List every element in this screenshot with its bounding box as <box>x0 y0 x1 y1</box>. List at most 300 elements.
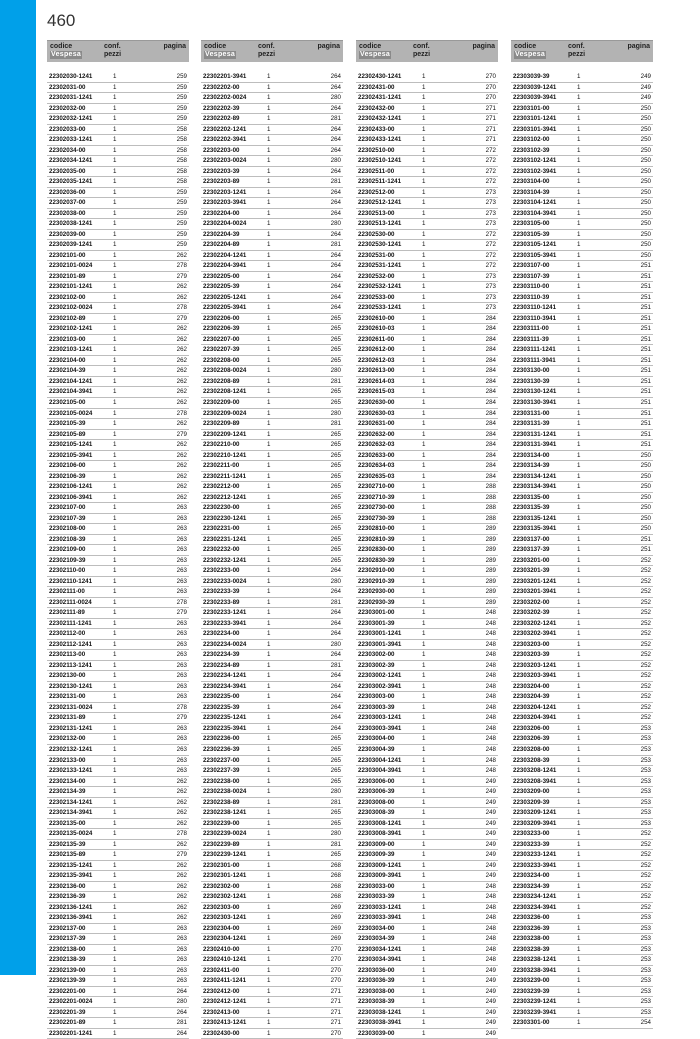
pack-qty: 1 <box>577 94 581 102</box>
product-code: 22303004-3941 <box>358 767 402 775</box>
catalog-page: 250 <box>640 199 651 207</box>
table-row <box>47 93 189 104</box>
product-code: 22303208-3941 <box>513 777 557 785</box>
catalog-page: 250 <box>640 251 651 259</box>
table-row <box>47 493 189 504</box>
table-row <box>356 345 498 356</box>
catalog-page: 249 <box>485 872 496 880</box>
pack-qty: 1 <box>113 651 117 659</box>
catalog-page: 249 <box>485 987 496 995</box>
table-row <box>201 934 343 945</box>
catalog-page: 248 <box>485 935 496 943</box>
product-code: 22303238-1241 <box>513 956 557 964</box>
catalog-page: 289 <box>485 546 496 554</box>
pack-qty: 1 <box>267 998 271 1006</box>
catalog-page: 265 <box>330 493 341 501</box>
product-code: 22303008-39 <box>358 809 395 817</box>
blue-side-band <box>0 0 36 975</box>
product-code: 22302301-00 <box>203 861 240 869</box>
table-row <box>511 398 653 409</box>
pack-qty: 1 <box>113 356 117 364</box>
product-code: 22303034-3941 <box>358 956 402 964</box>
catalog-page: 265 <box>330 388 341 396</box>
pack-qty: 1 <box>422 104 426 112</box>
product-code: 22302135-3941 <box>49 872 93 880</box>
table-row <box>356 861 498 872</box>
table-row <box>201 819 343 830</box>
product-code: 22302810-39 <box>358 535 395 543</box>
catalog-page: 251 <box>640 388 651 396</box>
pack-qty: 1 <box>577 104 581 112</box>
pack-qty: 1 <box>267 525 271 533</box>
product-code: 22303236-39 <box>513 924 550 932</box>
pack-qty: 1 <box>113 346 117 354</box>
product-code: 22303002-39 <box>358 661 395 669</box>
catalog-page: 273 <box>485 220 496 228</box>
catalog-page: 262 <box>176 882 187 890</box>
pack-qty: 1 <box>267 872 271 880</box>
pack-qty: 1 <box>267 640 271 648</box>
table-row <box>356 777 498 788</box>
header-code: codice <box>204 43 227 50</box>
table-row <box>511 924 653 935</box>
product-code: 22302136-3941 <box>49 914 93 922</box>
pack-qty: 1 <box>577 651 581 659</box>
pack-qty: 1 <box>113 251 117 259</box>
table-row <box>511 829 653 840</box>
catalog-page: 262 <box>176 367 187 375</box>
header-brand-logo: Vespesa <box>360 51 391 58</box>
pack-qty: 1 <box>422 735 426 743</box>
product-code: 22303039-3941 <box>513 94 557 102</box>
catalog-page: 264 <box>330 703 341 711</box>
pack-qty: 1 <box>577 209 581 217</box>
catalog-page: 280 <box>330 577 341 585</box>
pack-qty: 1 <box>577 746 581 753</box>
catalog-page: 279 <box>176 430 187 438</box>
catalog-page: 265 <box>330 335 341 343</box>
catalog-page: 251 <box>640 272 651 280</box>
product-code: 22302204-89 <box>203 241 240 249</box>
table-row <box>201 230 343 241</box>
table-row <box>356 713 498 724</box>
table-row <box>201 724 343 735</box>
product-code: 22302303-00 <box>203 903 240 911</box>
pack-qty: 1 <box>577 588 581 596</box>
catalog-page: 249 <box>485 1029 496 1037</box>
product-code: 22303006-39 <box>358 788 395 796</box>
table-row <box>356 892 498 903</box>
product-code: 22302135-1241 <box>49 861 93 869</box>
pack-qty: 1 <box>422 588 426 596</box>
product-code: 22303008-3941 <box>358 830 402 838</box>
product-code: 22302432-1241 <box>358 115 402 123</box>
pack-qty: 1 <box>113 640 117 648</box>
product-code: 22302930-00 <box>358 588 395 596</box>
catalog-page: 248 <box>485 903 496 911</box>
catalog-page: 264 <box>330 304 341 312</box>
table-row <box>356 545 498 556</box>
catalog-page: 263 <box>176 924 187 932</box>
catalog-page: 271 <box>485 125 496 133</box>
table-row <box>511 356 653 367</box>
product-code: 22302302-00 <box>203 882 240 890</box>
pack-qty: 1 <box>267 115 271 123</box>
pack-qty: 1 <box>113 136 117 144</box>
product-code: 22302411-00 <box>203 966 240 974</box>
table-row <box>511 83 653 94</box>
product-code: 22303202-1241 <box>513 619 557 627</box>
table-row <box>47 840 189 851</box>
pack-qty: 1 <box>422 882 426 890</box>
pack-qty: 1 <box>422 367 426 375</box>
pack-qty: 1 <box>267 767 271 775</box>
product-code: 22303134-3941 <box>513 483 557 491</box>
table-row <box>47 83 189 94</box>
pack-qty: 1 <box>113 483 117 491</box>
product-code: 22302205-00 <box>203 272 240 280</box>
catalog-page: 265 <box>330 430 341 438</box>
pack-qty: 1 <box>577 924 581 932</box>
pack-qty: 1 <box>113 935 117 943</box>
product-code: 22302135-00 <box>49 819 86 827</box>
pack-qty: 1 <box>113 420 117 428</box>
pack-qty: 1 <box>422 314 426 322</box>
table-row <box>47 871 189 882</box>
table-row <box>356 514 498 525</box>
pack-qty: 1 <box>422 377 426 385</box>
catalog-page: 271 <box>330 998 341 1006</box>
table-row <box>511 850 653 861</box>
catalog-page: 248 <box>485 609 496 617</box>
catalog-page: 278 <box>176 703 187 711</box>
pack-qty: 1 <box>267 377 271 385</box>
table-row <box>511 608 653 619</box>
pack-qty: 1 <box>113 903 117 911</box>
catalog-page: 265 <box>330 525 341 533</box>
table-row <box>47 293 189 304</box>
pack-qty: 1 <box>422 420 426 428</box>
catalog-page: 265 <box>330 325 341 333</box>
table-row <box>201 535 343 546</box>
catalog-page: 263 <box>176 935 187 943</box>
catalog-page: 250 <box>640 514 651 522</box>
table-row <box>356 976 498 987</box>
catalog-page: 251 <box>640 293 651 301</box>
pack-qty: 1 <box>577 241 581 249</box>
pack-qty: 1 <box>113 809 117 817</box>
product-code: 22302634-03 <box>358 462 395 470</box>
catalog-page: 280 <box>330 788 341 796</box>
product-code: 22302203-1241 <box>203 188 247 196</box>
pack-qty: 1 <box>422 746 426 753</box>
table-row <box>356 503 498 514</box>
pack-qty: 1 <box>113 556 117 564</box>
table-row <box>511 514 653 525</box>
product-code: 22302230-00 <box>203 504 240 512</box>
catalog-page: 280 <box>330 94 341 102</box>
table-row <box>356 230 498 241</box>
table-row <box>511 451 653 462</box>
pack-qty: 1 <box>267 283 271 291</box>
catalog-page: 268 <box>330 861 341 869</box>
table-row <box>511 188 653 199</box>
product-code: 22302530-1241 <box>358 241 402 249</box>
table-row <box>201 282 343 293</box>
pack-qty: 1 <box>422 136 426 144</box>
pack-qty: 1 <box>422 535 426 543</box>
catalog-page: 265 <box>330 556 341 564</box>
catalog-page: 273 <box>485 293 496 301</box>
pack-qty: 1 <box>267 956 271 964</box>
table-row <box>511 335 653 346</box>
catalog-page: 251 <box>640 377 651 385</box>
pack-qty: 1 <box>577 872 581 880</box>
product-code: 22303101-1241 <box>513 115 557 123</box>
pack-qty: 1 <box>267 924 271 932</box>
pack-qty: 1 <box>267 94 271 102</box>
table-row <box>47 861 189 872</box>
pack-qty: 1 <box>577 220 581 228</box>
pack-qty: 1 <box>267 619 271 627</box>
rows <box>201 72 343 1039</box>
product-code: 22302730-39 <box>358 514 395 522</box>
table-row <box>511 640 653 651</box>
pack-qty: 1 <box>577 882 581 890</box>
pack-qty: 1 <box>577 125 581 133</box>
pack-qty: 1 <box>267 672 271 680</box>
pack-qty: 1 <box>113 388 117 396</box>
catalog-page: 252 <box>640 577 651 585</box>
pack-qty: 1 <box>113 588 117 596</box>
table-row <box>47 556 189 567</box>
catalog-page: 250 <box>640 241 651 249</box>
product-code: 22303130-00 <box>513 367 550 375</box>
pack-qty: 1 <box>422 293 426 301</box>
catalog-page: 248 <box>485 945 496 953</box>
header-pack: conf. <box>413 43 430 50</box>
pack-qty: 1 <box>113 756 117 764</box>
table-row <box>201 398 343 409</box>
table-row <box>201 482 343 493</box>
table-row <box>47 924 189 935</box>
table-row <box>356 209 498 220</box>
header-page: pagina <box>163 43 186 50</box>
pack-qty: 1 <box>267 346 271 354</box>
header-page: pagina <box>627 43 650 50</box>
table-row <box>356 787 498 798</box>
product-code: 22302101-89 <box>49 272 86 280</box>
catalog-page: 263 <box>176 588 187 596</box>
pack-qty: 1 <box>267 798 271 806</box>
product-code: 22303033-1241 <box>358 903 402 911</box>
catalog-page: 265 <box>330 809 341 817</box>
pack-qty: 1 <box>113 840 117 848</box>
product-code: 22302239-00 <box>203 819 240 827</box>
table-row <box>356 387 498 398</box>
product-code: 22302107-39 <box>49 514 86 522</box>
table-row <box>356 1008 498 1019</box>
catalog-page: 249 <box>485 777 496 785</box>
product-code: 22303131-39 <box>513 420 550 428</box>
product-code: 22302131-0024 <box>49 703 93 711</box>
table-row <box>47 545 189 556</box>
pack-qty: 1 <box>577 514 581 522</box>
catalog-page: 280 <box>176 998 187 1006</box>
table-row <box>201 125 343 136</box>
table-row <box>201 261 343 272</box>
table-row <box>356 766 498 777</box>
catalog-page: 265 <box>330 346 341 354</box>
catalog-page: 262 <box>176 441 187 449</box>
pack-qty: 1 <box>422 703 426 711</box>
catalog-page: 253 <box>640 977 651 985</box>
product-code: 22302238-00 <box>203 777 240 785</box>
pack-qty: 1 <box>422 609 426 617</box>
product-code: 22302612-03 <box>358 356 395 364</box>
product-code: 22302239-1241 <box>203 851 247 859</box>
table-row <box>511 472 653 483</box>
catalog-page: 268 <box>330 872 341 880</box>
header-brand-logo: Vespesa <box>515 51 546 58</box>
catalog-page: 252 <box>640 703 651 711</box>
column-header <box>47 40 189 62</box>
product-code: 22302106-00 <box>49 462 86 470</box>
catalog-page: 262 <box>176 798 187 806</box>
table-row <box>47 135 189 146</box>
pack-qty: 1 <box>113 83 117 91</box>
product-code: 22303135-00 <box>513 493 550 501</box>
catalog-page: 284 <box>485 462 496 470</box>
product-code: 22302530-00 <box>358 230 395 238</box>
table-row <box>511 556 653 567</box>
pack-qty: 1 <box>422 73 426 80</box>
table-row <box>47 188 189 199</box>
product-code: 22302031-1241 <box>49 94 93 102</box>
product-code: 22302105-0024 <box>49 409 93 417</box>
product-code: 22303208-39 <box>513 756 550 764</box>
product-code: 22303130-39 <box>513 377 550 385</box>
product-code: 22302131-00 <box>49 693 86 701</box>
catalog-page: 263 <box>176 630 187 638</box>
product-code: 22302513-1241 <box>358 220 402 228</box>
product-code: 22303239-39 <box>513 987 550 995</box>
table-row <box>511 209 653 220</box>
product-code: 22303009-39 <box>358 851 395 859</box>
catalog-page: 272 <box>485 178 496 186</box>
product-code: 22302208-89 <box>203 377 240 385</box>
catalog-page: 289 <box>485 588 496 596</box>
table-row <box>356 303 498 314</box>
table-row <box>356 997 498 1008</box>
catalog-page: 288 <box>485 493 496 501</box>
pack-qty: 1 <box>422 493 426 501</box>
catalog-page: 264 <box>330 630 341 638</box>
product-code: 22302135-89 <box>49 851 86 859</box>
product-code: 22302203-39 <box>203 167 240 175</box>
catalog-page: 249 <box>640 94 651 102</box>
table-row <box>201 156 343 167</box>
catalog-page: 271 <box>485 115 496 123</box>
table-row <box>201 451 343 462</box>
pack-qty: 1 <box>577 136 581 144</box>
product-code: 22302113-1241 <box>49 661 93 669</box>
catalog-page: 265 <box>330 777 341 785</box>
product-code: 22302136-1241 <box>49 903 93 911</box>
product-code: 22302133-00 <box>49 756 86 764</box>
table-row <box>47 440 189 451</box>
pack-qty: 1 <box>113 546 117 554</box>
pack-qty: 1 <box>113 125 117 133</box>
pack-qty: 1 <box>113 504 117 512</box>
pack-qty: 1 <box>422 851 426 859</box>
table-row <box>47 945 189 956</box>
catalog-page: 271 <box>330 987 341 995</box>
table-row <box>511 955 653 966</box>
table-row <box>511 177 653 188</box>
pack-qty: 1 <box>422 283 426 291</box>
pack-qty: 1 <box>422 125 426 133</box>
catalog-page: 264 <box>330 262 341 270</box>
product-code: 22303107-39 <box>513 272 550 280</box>
product-code: 22303234-39 <box>513 882 550 890</box>
product-code: 22303004-00 <box>358 735 395 743</box>
catalog-page: 289 <box>485 577 496 585</box>
catalog-page: 259 <box>176 188 187 196</box>
catalog-page: 252 <box>640 651 651 659</box>
table-row <box>511 724 653 735</box>
product-code: 22303238-3941 <box>513 966 557 974</box>
product-code: 22303034-39 <box>358 935 395 943</box>
pack-qty: 1 <box>577 346 581 354</box>
product-code: 22302033-1241 <box>49 136 93 144</box>
pack-qty: 1 <box>113 872 117 880</box>
table-row <box>356 472 498 483</box>
table-row <box>511 861 653 872</box>
product-code: 22302134-3941 <box>49 809 93 817</box>
product-code: 22302037-00 <box>49 199 86 207</box>
product-code: 22302632-00 <box>358 430 395 438</box>
product-code: 22302134-1241 <box>49 798 93 806</box>
pack-qty: 1 <box>267 598 271 606</box>
pack-qty: 1 <box>267 966 271 974</box>
catalog-page: 251 <box>640 314 651 322</box>
table-row <box>511 661 653 672</box>
pack-qty: 1 <box>113 262 117 270</box>
product-code: 22303105-39 <box>513 230 550 238</box>
catalog-page: 253 <box>640 756 651 764</box>
pack-qty: 1 <box>577 420 581 428</box>
pack-qty: 1 <box>267 314 271 322</box>
table-row <box>47 629 189 640</box>
catalog-page: 252 <box>640 851 651 859</box>
product-code: 22303039-1241 <box>513 83 557 91</box>
table-row <box>47 209 189 220</box>
catalog-page: 248 <box>485 956 496 964</box>
pack-qty: 1 <box>422 199 426 207</box>
table-row <box>201 198 343 209</box>
pack-qty: 1 <box>422 209 426 217</box>
catalog-page: 248 <box>485 661 496 669</box>
catalog-page: 289 <box>485 598 496 606</box>
catalog-page: 248 <box>485 724 496 732</box>
catalog-page: 265 <box>330 398 341 406</box>
catalog-page: 253 <box>640 1008 651 1016</box>
table-row <box>47 913 189 924</box>
catalog-page: 265 <box>330 851 341 859</box>
product-code: 22302234-89 <box>203 661 240 669</box>
table-row <box>511 819 653 830</box>
